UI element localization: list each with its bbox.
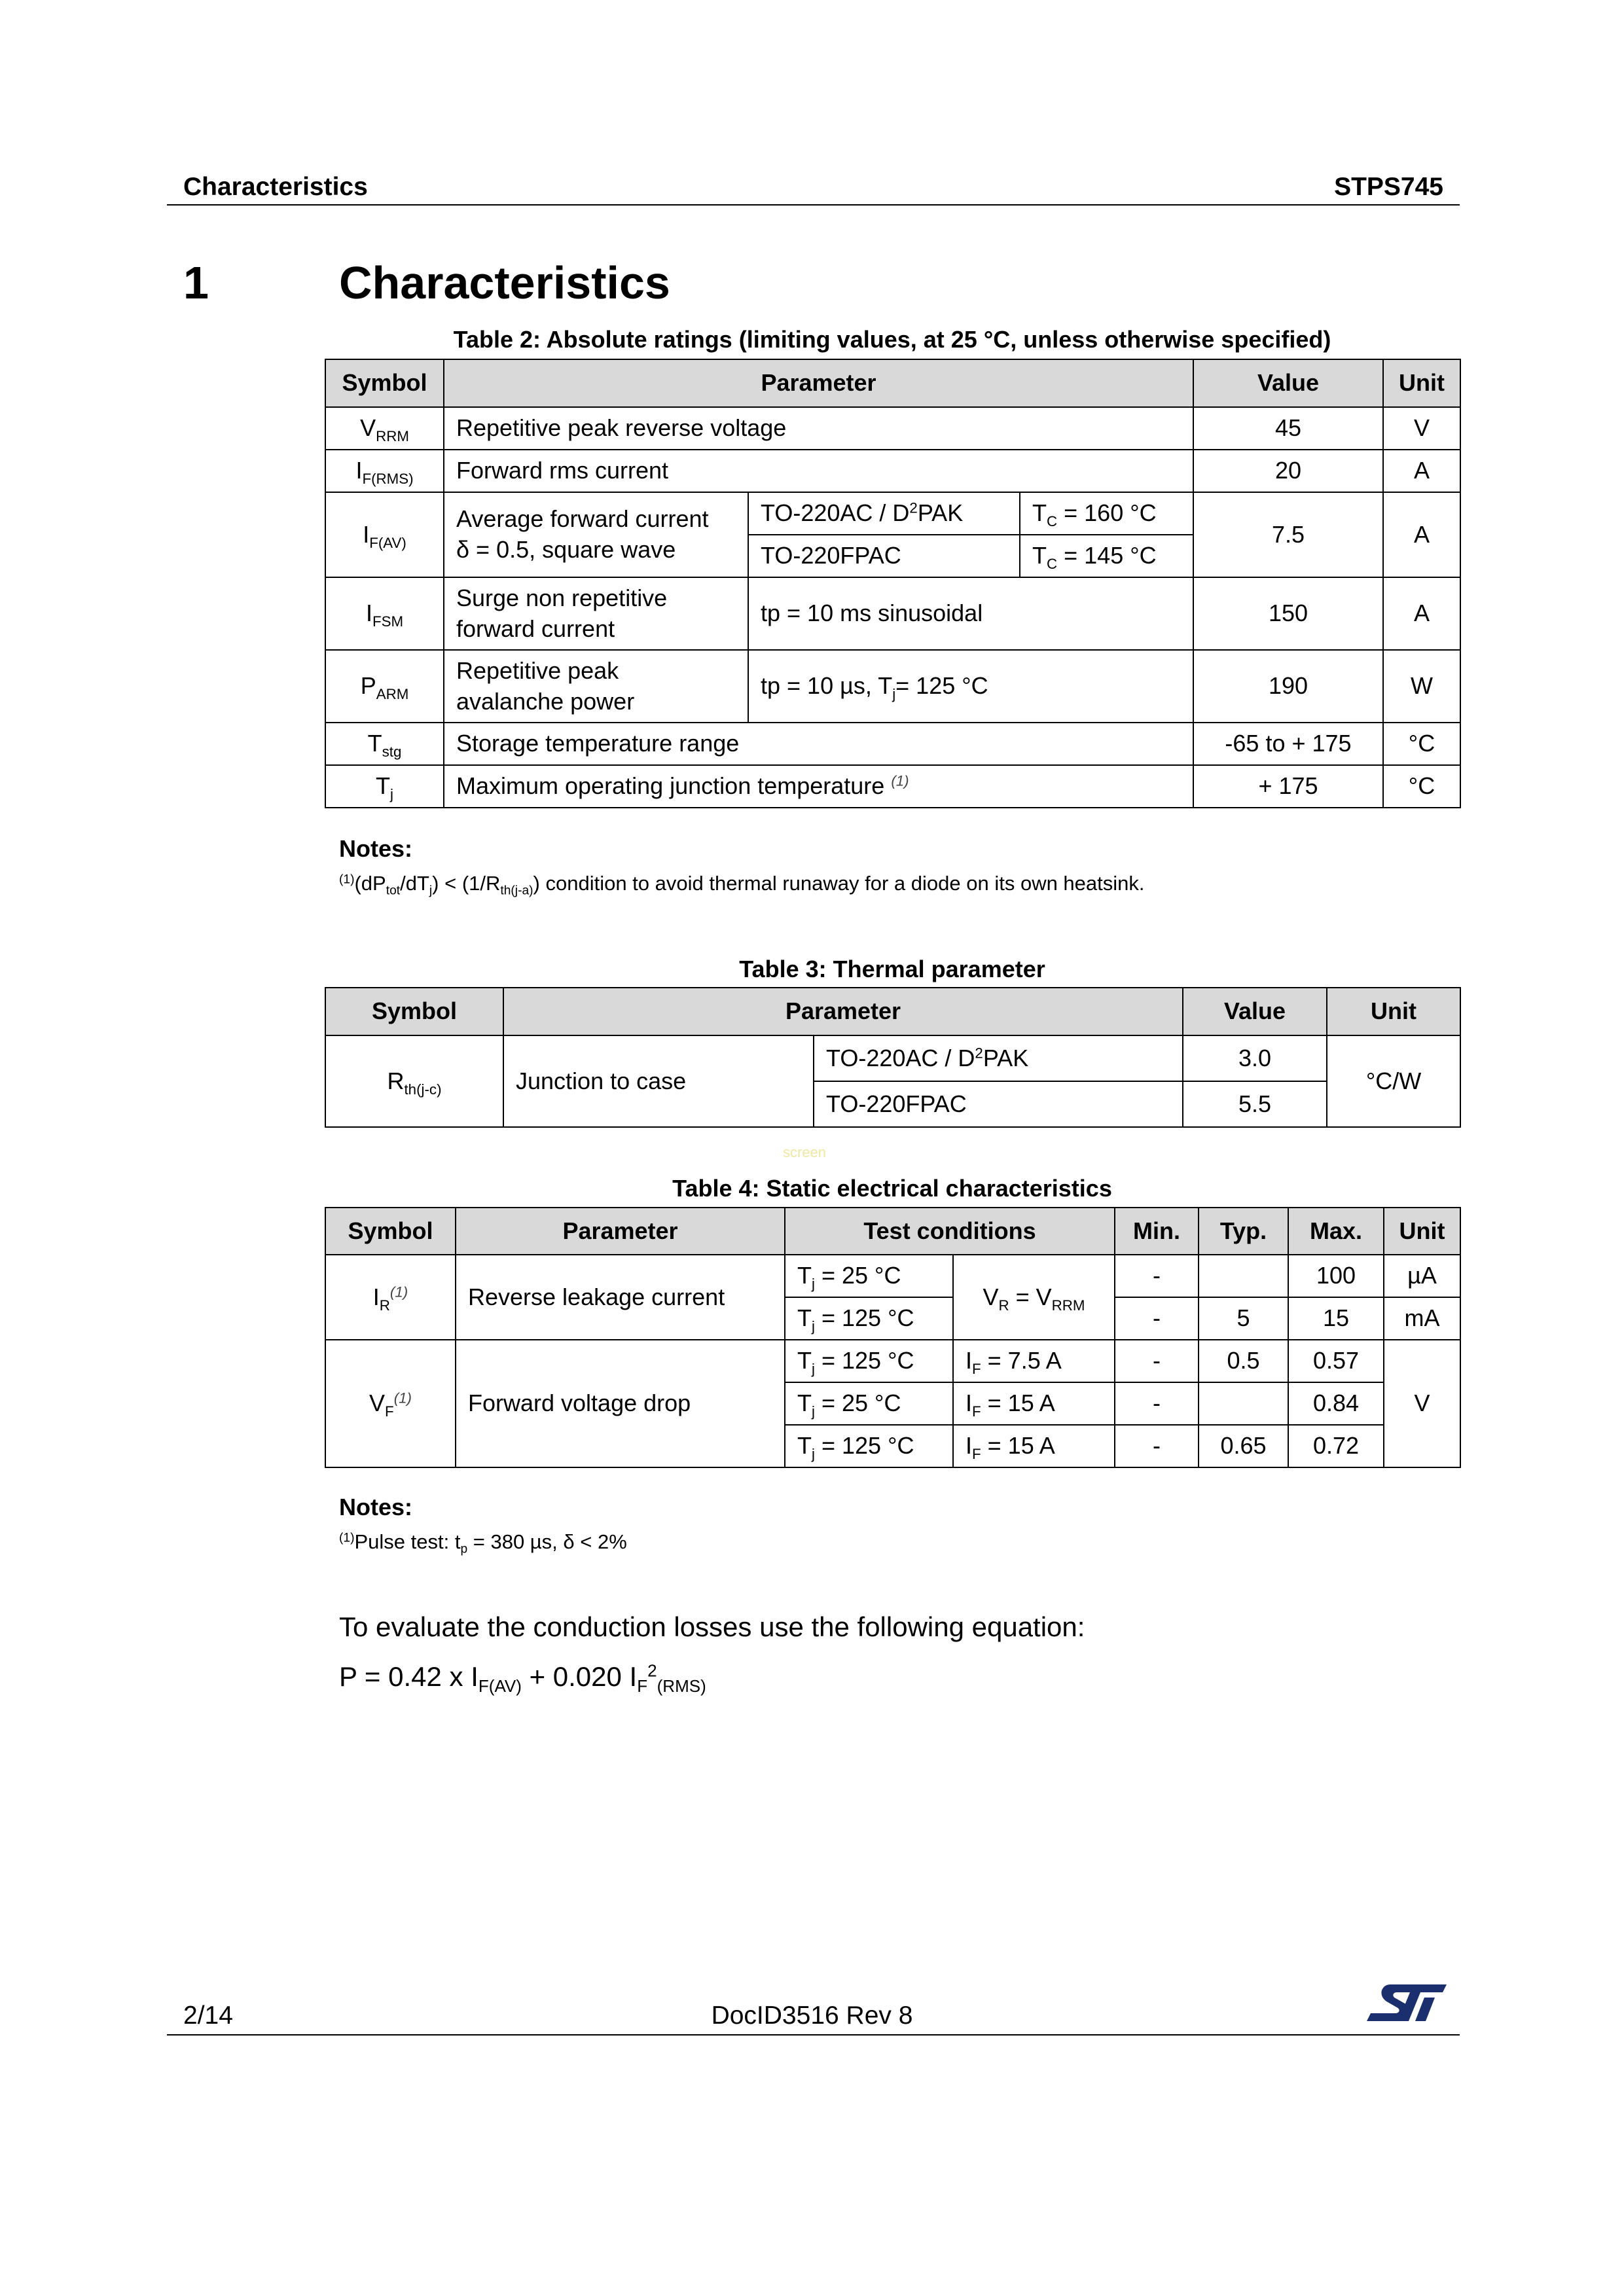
notes-heading: Notes:: [339, 835, 413, 862]
value-cell: 45: [1193, 407, 1383, 450]
footer-rule: [167, 2034, 1460, 2036]
package-cell: $TO-220AC / D^2PAK$: [814, 1035, 1183, 1081]
parameter-cell: Average forward current δ = 0.5, square wave: [444, 492, 748, 577]
condition-cell: tp = 10 µs, $T_j= 125$ °C: [748, 650, 1193, 723]
package-cell: $TO-220AC / D^2PAK$: [748, 492, 1020, 535]
header-parameter: Parameter: [444, 359, 1193, 407]
note-thermal-runaway: $^{(1)}(dP_{tot}/dT_j) < (1/R_{th(j-a)})$ condition to avoid thermal runaway for a diode on its own heatsink.: [339, 872, 1145, 898]
symbol-cell: $T_{stg}$: [325, 723, 444, 765]
unit-cell: µA: [1384, 1255, 1460, 1297]
symbol-cell: $I_{FSM}$: [325, 577, 444, 650]
value-cell: 190: [1193, 650, 1383, 723]
value-cell: 5.5: [1183, 1081, 1327, 1127]
typ-cell: 0.5: [1199, 1340, 1288, 1382]
max-cell: 0.72: [1288, 1425, 1384, 1467]
symbol-cell: $V_F^{(1)}$: [325, 1340, 456, 1467]
parameter-cell: Forward rms current: [444, 450, 1193, 492]
header-typ: Typ.: [1199, 1208, 1288, 1255]
parameter-cell: Repetitive peak reverse voltage: [444, 407, 1193, 450]
note-pulse-test: $^{(1)}$Pulse test: $t_p = 380$ µs, δ < 2%: [339, 1530, 627, 1556]
min-cell: -: [1115, 1255, 1199, 1297]
typ-cell: [1199, 1382, 1288, 1425]
footer-page-number: 2/14: [183, 2001, 233, 2030]
symbol-cell: $R_{th(j-c)}$: [325, 1035, 503, 1127]
st-logo-icon: [1364, 1981, 1448, 2025]
header-symbol: Symbol: [325, 988, 503, 1035]
package-cell: TO-220FPAC: [814, 1081, 1183, 1127]
parameter-cell: Surge non repetitive forward current: [444, 577, 748, 650]
table-header-row: [325, 359, 1460, 407]
table2-caption: Table 2: Absolute ratings (limiting values, at 25 °C, unless otherwise specified): [453, 326, 1331, 353]
table-row: [325, 650, 1460, 723]
unit-cell: A: [1383, 492, 1460, 577]
typ-cell: 5: [1199, 1297, 1288, 1340]
header-parameter: Parameter: [456, 1208, 785, 1255]
min-cell: -: [1115, 1297, 1199, 1340]
unit-cell: °C: [1383, 723, 1460, 765]
notes-heading: Notes:: [339, 1494, 413, 1520]
typ-cell: 0.65: [1199, 1425, 1288, 1467]
table-row: [325, 1340, 1460, 1382]
symbol-cell: $P_{ARM}$: [325, 650, 444, 723]
table-row: [325, 765, 1460, 808]
min-cell: -: [1115, 1340, 1199, 1382]
header-min: Min.: [1115, 1208, 1199, 1255]
max-cell: 100: [1288, 1255, 1384, 1297]
symbol-cell: $I_R^{(1)}$: [325, 1255, 456, 1340]
condition-cell: $V_R = V_{RRM}$: [953, 1255, 1115, 1340]
junction-temperature-cell: $T_j = 125$ °C: [785, 1297, 953, 1340]
forward-current-cell: $I_F = 15$ A: [953, 1425, 1115, 1467]
header-value: Value: [1183, 988, 1327, 1035]
unit-cell: °C/W: [1327, 1035, 1460, 1127]
table-row: [325, 407, 1460, 450]
table-header-row: [325, 988, 1460, 1035]
table-row: [325, 450, 1460, 492]
footer-doc-id: DocID3516 Rev 8: [711, 2001, 913, 2030]
parameter-cell: Reverse leakage current: [456, 1255, 785, 1340]
conduction-loss-equation: P = 0.42 x $I_{F(AV)} + 0.020$ $I_F^2_{(RMS)}$: [339, 1660, 706, 1696]
case-temperature-cell: $T_C = 160$ °C: [1020, 492, 1193, 535]
table-row: [325, 723, 1460, 765]
note-reference: (1): [891, 772, 909, 789]
header-unit: Unit: [1384, 1208, 1460, 1255]
thermal-parameter-table: [325, 987, 1461, 1128]
min-cell: -: [1115, 1382, 1199, 1425]
header-unit: Unit: [1327, 988, 1460, 1035]
table-row: [325, 1035, 1460, 1081]
max-cell: 15: [1288, 1297, 1384, 1340]
junction-temperature-cell: $T_j = 125$ °C: [785, 1425, 953, 1467]
unit-cell: °C: [1383, 765, 1460, 808]
unit-cell: mA: [1384, 1297, 1460, 1340]
header-parameter: Parameter: [503, 988, 1183, 1035]
table-row: [325, 577, 1460, 650]
symbol-cell: $V_{RRM}$: [325, 407, 444, 450]
absolute-ratings-table: [325, 359, 1461, 808]
value-cell: 3.0: [1183, 1035, 1327, 1081]
unit-cell: V: [1383, 407, 1460, 450]
table-header-row: [325, 1208, 1460, 1255]
header-symbol: Symbol: [325, 359, 444, 407]
parameter-cell: Forward voltage drop: [456, 1340, 785, 1467]
value-cell: 7.5: [1193, 492, 1383, 577]
unit-cell: A: [1383, 577, 1460, 650]
header-max: Max.: [1288, 1208, 1384, 1255]
header-unit: Unit: [1383, 359, 1460, 407]
table4-caption: Table 4: Static electrical characteristics: [672, 1175, 1112, 1202]
header-left: Characteristics: [183, 173, 368, 201]
typ-cell: [1199, 1255, 1288, 1297]
parameter-cell: Repetitive peak avalanche power: [444, 650, 748, 723]
junction-temperature-cell: $T_j = 25$ °C: [785, 1255, 953, 1297]
parameter-cell: Junction to case: [503, 1035, 814, 1127]
max-cell: 0.84: [1288, 1382, 1384, 1425]
junction-temperature-cell: $T_j = 125$ °C: [785, 1340, 953, 1382]
value-cell: + 175: [1193, 765, 1383, 808]
section-title: Characteristics: [339, 257, 670, 308]
case-temperature-cell: $T_C = 145$ °C: [1020, 535, 1193, 577]
max-cell: 0.57: [1288, 1340, 1384, 1382]
unit-cell: W: [1383, 650, 1460, 723]
junction-temperature-cell: $T_j = 25$ °C: [785, 1382, 953, 1425]
watermark-text: screen: [783, 1144, 827, 1160]
value-cell: 150: [1193, 577, 1383, 650]
condition-cell: tp = 10 ms sinusoidal: [748, 577, 1193, 650]
header-value: Value: [1193, 359, 1383, 407]
header-rule: [167, 204, 1460, 206]
min-cell: -: [1115, 1425, 1199, 1467]
header-symbol: Symbol: [325, 1208, 456, 1255]
symbol-cell: $T_j$: [325, 765, 444, 808]
header-test-conditions: Test conditions: [785, 1208, 1115, 1255]
parameter-cell: Maximum operating junction temperature $^{(1)}$: [444, 765, 1193, 808]
header-right: STPS745: [1334, 173, 1443, 201]
forward-current-cell: $I_F = 15$ A: [953, 1382, 1115, 1425]
table3-caption: Table 3: Thermal parameter: [739, 956, 1045, 982]
value-cell: -65 to + 175: [1193, 723, 1383, 765]
symbol-cell: $I_{F(AV)}$: [325, 492, 444, 577]
unit-cell: A: [1383, 450, 1460, 492]
symbol-cell: $I_{F(RMS)}$: [325, 450, 444, 492]
parameter-cell: Storage temperature range: [444, 723, 1193, 765]
value-cell: 20: [1193, 450, 1383, 492]
package-cell: TO-220FPAC: [748, 535, 1020, 577]
forward-current-cell: $I_F = 7.5$ A: [953, 1340, 1115, 1382]
table-row: [325, 1255, 1460, 1297]
table-row: [325, 492, 1460, 535]
equation-intro: To evaluate the conduction losses use the following equation:: [339, 1611, 1085, 1642]
section-number: 1: [183, 257, 209, 308]
static-electrical-table: [325, 1207, 1461, 1468]
unit-cell: V: [1384, 1340, 1460, 1467]
